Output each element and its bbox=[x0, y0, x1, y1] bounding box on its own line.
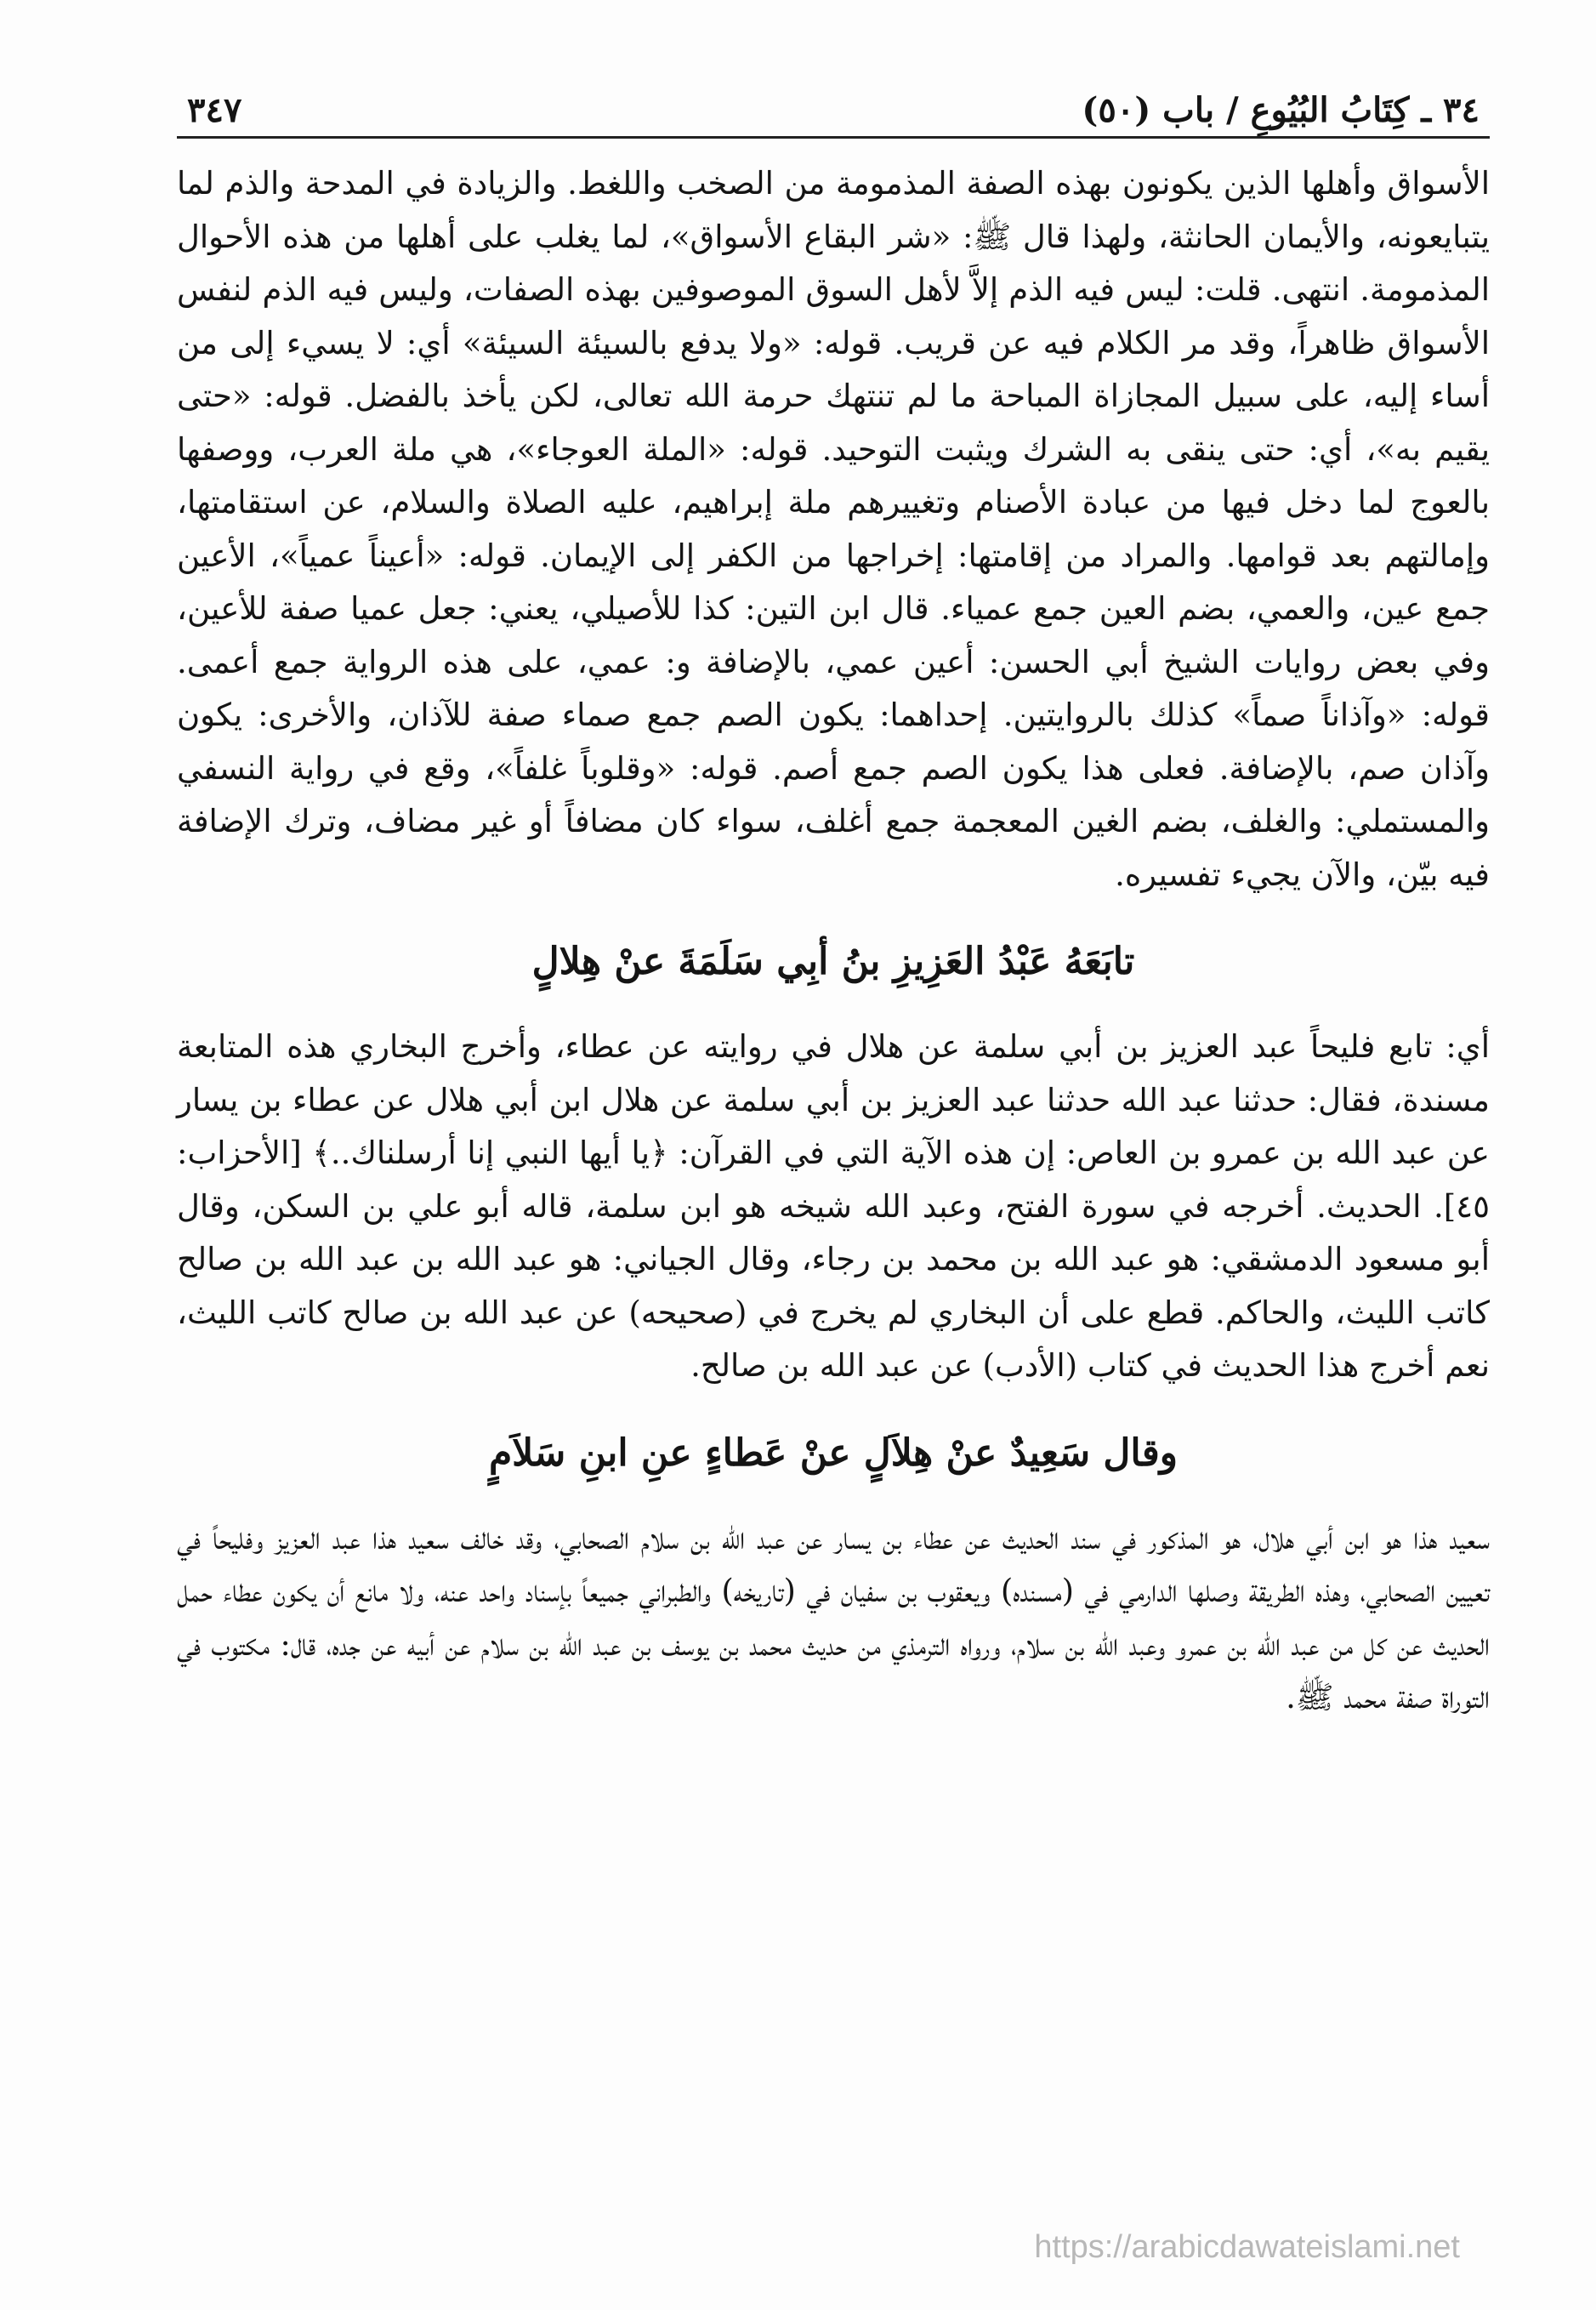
running-title: ٣٤ ـ كِتَابُ البُيُوعِ / باب (٥٠) bbox=[1082, 90, 1480, 130]
commentary-paragraph-1: الأسواق وأهلها الذين يكونون بهذه الصفة المذمومة من الصخب واللغط. والزيادة في المدحة والذم لما يتبايعونه، والأيمان الحانثة، ولهذا قال ﷺ: «شر البقاع الأسواق»، لما يغلب على أهلها من هذه الأحوال المذمومة. انتهى. قلت: ليس فيه الذم إلاَّ لأهل السوق الموصوفين بهذه الصفات، وليس فيه الذم لنفس الأسواق ظاهراً، وقد مر الكلام فيه عن قريب. قوله: «ولا يدفع بالسيئة السيئة» أي: لا يسيء إلى من أساء إليه، على سبيل المجازاة المباحة ما لم تنتهك حرمة الله تعالى، لكن يأخذ بالفضل. قوله: «حتى يقيم به»، أي: حتى ينقى به الشرك ويثبت التوحيد. قوله: «الملة العوجاء»، هي ملة العرب، ووصفها بالعوج لما دخل فيها من عبادة الأصنام وتغييرهم ملة إبراهيم، عليه الصلاة والسلام، عن استقامتها، وإمالتهم بعد قوامها. والمراد من إقامتها: إخراجها من الكفر إلى الإيمان. قوله: «أعيناً عمياً»، الأعين جمع عين، والعمي، بضم العين جمع عمياء. قال ابن التين: كذا للأصيلي، يعني: جعل عميا صفة للأعين، وفي بعض روايات الشيخ أبي الحسن: أعين عمي، بالإضافة و: عمي، على هذه الرواية جمع أعمى. قوله: «وآذاناً صماً» كذلك بالروايتين. إحداهما: يكون الصم جمع صماء صفة للآذان، والأخرى: يكون وآذان صم، بالإضافة. فعلى هذا يكون الصم جمع أصم. قوله: «وقلوباً غلفاً»، وقع في رواية النسفي والمستملي: والغلف، بضم الغين المعجمة جمع أغلف، سواء كان مضافاً أو غير مضاف، وترك الإضافة فيه بيّن، والآن يجيء تفسيره. bbox=[177, 165, 1490, 893]
hadith-heading-2: وقال سَعِيدٌ عنْ هِلاَلٍ عنْ عَطاءٍ عنِ ابنِ سَلاَمٍ bbox=[488, 1431, 1179, 1475]
page-header bbox=[177, 78, 1490, 139]
page-number: ٣٤٧ bbox=[187, 90, 242, 130]
hadith-heading-1: تابَعَهُ عَبْدُ العَزِيزِ بنُ أبِي سَلَمَةَ عنْ هِلالٍ bbox=[531, 940, 1135, 983]
commentary-paragraph-3: سعيد هذا هو ابن أبي هلال، هو المذكور في سند الحديث عن عطاء بن يسار عن عبد الله بن سلام الصحابي، وقد خالف سعيد هذا عبد العزيز وفليحاً في تعيين الصحابي، وهذه الطريقة وصلها الدارمي في (مسنده) ويعقوب بن سفيان في (تاريخه) والطبراني جميعاً بإسناد واحد عنه، ولا مانع أن يكون عطاء حمل الحديث عن كل من عبد الله بن عمرو وعبد الله بن سلام، ورواه الترمذي من حديث محمد بن يوسف بن عبد الله بن سلام عن أبيه عن جده، قال: مكتوب في التوراة صفة محمد ﷺ. bbox=[177, 1519, 1490, 1715]
commentary-paragraph-2: أي: تابع فليحاً عبد العزيز بن أبي سلمة عن هلال في روايته عن عطاء، وأخرج البخاري هذه المتابعة مسندة، فقال: حدثنا عبد الله حدثنا عبد العزيز بن أبي سلمة عن هلال ابن أبي هلال عن عطاء بن يسار عن عبد الله بن عمرو بن العاص: إن هذه الآية التي في القرآن: ﴿يا أيها النبي إنا أرسلناك..﴾ [الأحزاب: ٤٥]. الحديث. أخرجه في سورة الفتح، وعبد الله شيخه هو ابن سلمة، قاله أبو علي بن السكن، وقال أبو مسعود الدمشقي: هو عبد الله بن محمد بن رجاء، وقال الجياني: هو عبد الله بن عبد الله بن صالح كاتب الليث، والحاكم. قطع على أن البخاري لم يخرج في (صحيحه) عن عبد الله بن صالح كاتب الليث، نعم أخرج هذا الحديث في كتاب (الأدب) عن عبد الله بن صالح. bbox=[177, 1028, 1491, 1384]
page-body bbox=[177, 157, 1490, 1725]
source-watermark: https://arabicdawateislami.net bbox=[1034, 2229, 1460, 2265]
